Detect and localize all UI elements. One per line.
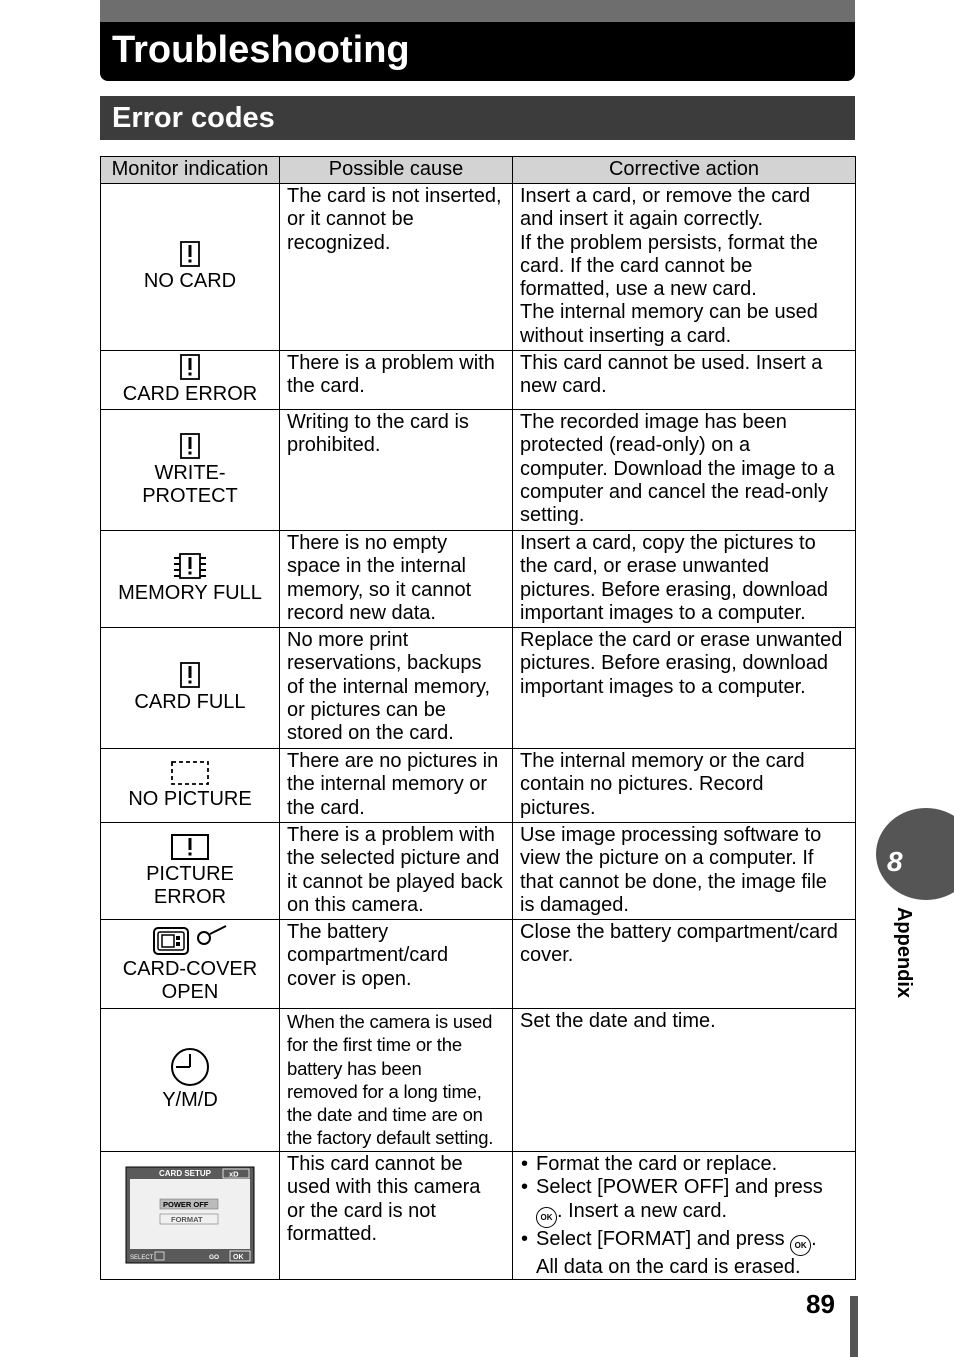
table-row — [101, 184, 856, 351]
action-line: without inserting a card. — [520, 324, 732, 347]
action-line: Set the date and time. — [520, 1010, 716, 1032]
cause-line: stored on the card. — [287, 722, 454, 745]
table-row — [101, 1152, 856, 1280]
empty-frame-icon — [170, 760, 210, 786]
bullet-text: Select [POWER OFF] and press — [536, 1176, 823, 1199]
action-line: Use image processing software to — [520, 824, 822, 846]
cause-cell — [280, 1009, 513, 1152]
error-codes-table — [100, 156, 856, 1280]
cause-line: on this camera. — [287, 893, 424, 916]
cause-line: This card cannot be — [287, 1153, 463, 1175]
action-line: card. If the card cannot be — [520, 254, 753, 277]
screen-option-power-off: POWER OFF — [163, 1200, 209, 1210]
bullet-text: All data on the card is erased. — [536, 1255, 801, 1278]
action-line: the card, or erase unwanted — [520, 555, 770, 578]
screen-title: CARD SETUP — [159, 1169, 212, 1179]
card-exclamation-icon — [179, 661, 201, 689]
action-bullet — [536, 1176, 851, 1227]
action-cell — [513, 531, 856, 628]
action-line: Replace the card or erase unwanted — [520, 629, 843, 651]
action-line: protected (read-only) on a — [520, 434, 751, 457]
screen-footer-go: GO — [209, 1254, 220, 1262]
bullet-text: . Insert a new card. — [557, 1199, 728, 1222]
monitor-label: CARD-COVER — [122, 957, 258, 980]
action-bullet-list — [520, 1153, 851, 1279]
cause-line: reservations, backups — [287, 652, 482, 675]
monitor-cell — [101, 823, 280, 920]
action-line: setting. — [520, 504, 585, 527]
monitor-cell — [101, 184, 280, 351]
cause-line: removed for a long time, — [287, 1080, 482, 1102]
action-line: The internal memory or the card — [520, 750, 805, 772]
action-line: formatted, use a new card. — [520, 278, 757, 301]
table-row — [101, 351, 856, 410]
action-line: Insert a card, copy the pictures to — [520, 532, 816, 554]
cause-line: Writing to the card is — [287, 411, 469, 433]
action-line: that cannot be done, the image file — [520, 870, 827, 893]
monitor-label: Y/M/D — [162, 1089, 218, 1112]
section-title: Error codes — [112, 102, 275, 134]
cause-line: formatted. — [287, 1222, 378, 1245]
action-line: important images to a computer. — [520, 675, 806, 698]
cause-line: compartment/card — [287, 944, 449, 967]
cause-cell — [280, 184, 513, 351]
cause-cell — [280, 823, 513, 920]
card-cover-open-icon — [152, 924, 228, 956]
header-cause: Possible cause — [280, 157, 513, 184]
action-line: pictures. — [520, 796, 596, 819]
cause-line: battery has been — [287, 1057, 422, 1079]
cause-line: record new data. — [287, 601, 436, 624]
section-bar — [100, 96, 855, 140]
action-line: The recorded image has been — [520, 411, 787, 433]
action-line: is damaged. — [520, 893, 629, 916]
cause-line: There is a problem with — [287, 824, 495, 846]
action-cell — [513, 1009, 856, 1152]
bullet-text: . — [811, 1227, 817, 1250]
monitor-label: WRITE- — [154, 461, 226, 484]
cause-line: or it cannot be — [287, 208, 414, 231]
card-exclamation-icon — [179, 353, 201, 381]
action-cell — [513, 351, 856, 410]
action-line: new card. — [520, 375, 607, 398]
ok-button-icon: OK — [536, 1207, 557, 1228]
chapter-tab — [876, 808, 954, 900]
action-cell — [513, 628, 856, 749]
cause-cell — [280, 410, 513, 531]
cause-cell — [280, 1152, 513, 1280]
monitor-cell — [101, 351, 280, 410]
action-bullet — [536, 1228, 851, 1279]
action-line: Close the battery compartment/card — [520, 921, 838, 943]
cause-cell — [280, 531, 513, 628]
cause-line: There is no empty — [287, 532, 448, 554]
action-line: computer. Download the image to a — [520, 457, 835, 480]
cause-line: the internal memory or — [287, 773, 488, 796]
cause-line: used with this camera — [287, 1176, 481, 1199]
bullet-text: Select [FORMAT] and press — [536, 1227, 785, 1250]
title-bar — [100, 0, 855, 81]
cause-line: prohibited. — [287, 434, 381, 457]
action-line: important images to a computer. — [520, 601, 806, 624]
table-row — [101, 1009, 856, 1152]
cause-line: of the internal memory, — [287, 675, 491, 698]
action-line: pictures. Before erasing, download — [520, 578, 828, 601]
header-action: Corrective action — [513, 157, 856, 184]
monitor-label: PROTECT — [142, 485, 238, 507]
table-row — [101, 749, 856, 823]
page-edge-bar — [850, 1296, 858, 1357]
action-line: and insert it again correctly. — [520, 208, 764, 231]
memory-exclamation-icon — [173, 552, 207, 580]
action-line: contain no pictures. Record — [520, 773, 764, 796]
monitor-label: PICTURE — [146, 862, 234, 885]
card-setup-screen-icon — [125, 1166, 255, 1264]
screen-footer-select: SELECT — [130, 1255, 154, 1262]
action-line: If the problem persists, format the — [520, 231, 818, 254]
action-bullet — [536, 1153, 851, 1176]
cause-line: The card is not inserted, — [287, 185, 502, 207]
monitor-cell — [101, 531, 280, 628]
card-exclamation-icon — [179, 432, 201, 460]
cause-line: The battery — [287, 921, 389, 943]
table-row — [101, 410, 856, 531]
monitor-label: NO CARD — [143, 270, 237, 293]
cause-cell — [280, 920, 513, 1009]
monitor-label: CARD FULL — [134, 691, 246, 714]
screen-option-format: FORMAT — [171, 1215, 203, 1225]
monitor-label: CARD ERROR — [122, 383, 258, 406]
cause-line: cover is open. — [287, 967, 412, 990]
screen-badge: xD — [229, 1169, 239, 1179]
clock-icon — [170, 1047, 210, 1087]
cause-line: or the card is not — [287, 1199, 436, 1222]
table-row — [101, 823, 856, 920]
bullet-text: Format the card or replace. — [536, 1153, 778, 1175]
action-line: This card cannot be used. Insert a — [520, 352, 823, 374]
cause-line: the date and time are on — [287, 1104, 483, 1126]
cause-line: memory, so it cannot — [287, 578, 472, 601]
action-line: computer and cancel the read-only — [520, 480, 828, 503]
cause-line: the factory default setting. — [287, 1127, 494, 1149]
title-top-strip — [100, 0, 855, 22]
action-cell — [513, 1152, 856, 1280]
table-row — [101, 628, 856, 749]
cause-line: recognized. — [287, 231, 391, 254]
table-row — [101, 531, 856, 628]
monitor-cell — [101, 1152, 280, 1280]
monitor-label: MEMORY FULL — [118, 582, 262, 605]
table-header-row — [101, 157, 856, 184]
page-title: Troubleshooting — [112, 29, 410, 71]
action-cell — [513, 920, 856, 1009]
monitor-cell — [101, 749, 280, 823]
action-line: Insert a card, or remove the card — [520, 185, 811, 207]
action-cell — [513, 184, 856, 351]
cause-line: There is a problem with — [287, 352, 495, 374]
monitor-cell — [101, 1009, 280, 1152]
action-line: cover. — [520, 944, 574, 967]
action-cell — [513, 823, 856, 920]
picture-exclamation-icon — [170, 833, 210, 861]
chapter-label: Appendix — [893, 906, 916, 999]
ok-button-icon: OK — [790, 1235, 811, 1256]
table-row — [101, 920, 856, 1009]
cause-line: the card. — [287, 375, 365, 398]
page-number: 89 — [806, 1289, 835, 1319]
monitor-cell — [101, 920, 280, 1009]
monitor-cell — [101, 628, 280, 749]
cause-cell — [280, 628, 513, 749]
monitor-label: NO PICTURE — [128, 787, 252, 810]
monitor-cell — [101, 410, 280, 531]
monitor-label: ERROR — [153, 886, 227, 908]
chapter-label-container — [868, 906, 928, 1006]
cause-line: No more print — [287, 629, 409, 651]
action-cell — [513, 749, 856, 823]
cause-cell — [280, 351, 513, 410]
header-monitor: Monitor indication — [101, 157, 280, 184]
cause-line: the selected picture and — [287, 847, 500, 870]
cause-line: or pictures can be — [287, 698, 446, 721]
cause-line: There are no pictures in — [287, 750, 499, 772]
cause-line: space in the internal — [287, 555, 467, 578]
monitor-label: OPEN — [161, 981, 219, 1003]
cause-line: for the first time or the — [287, 1034, 462, 1056]
chapter-number: 8 — [887, 846, 903, 877]
action-line: view the picture on a computer. If — [520, 847, 814, 870]
cause-line: When the camera is used — [287, 1011, 493, 1032]
screen-ok-label: OK — [233, 1254, 244, 1262]
action-line: The internal memory can be used — [520, 301, 818, 324]
cause-cell — [280, 749, 513, 823]
card-exclamation-icon — [179, 240, 201, 268]
cause-line: it cannot be played back — [287, 870, 503, 893]
cause-line: the card. — [287, 796, 365, 819]
action-line: pictures. Before erasing, download — [520, 652, 828, 675]
action-cell — [513, 410, 856, 531]
